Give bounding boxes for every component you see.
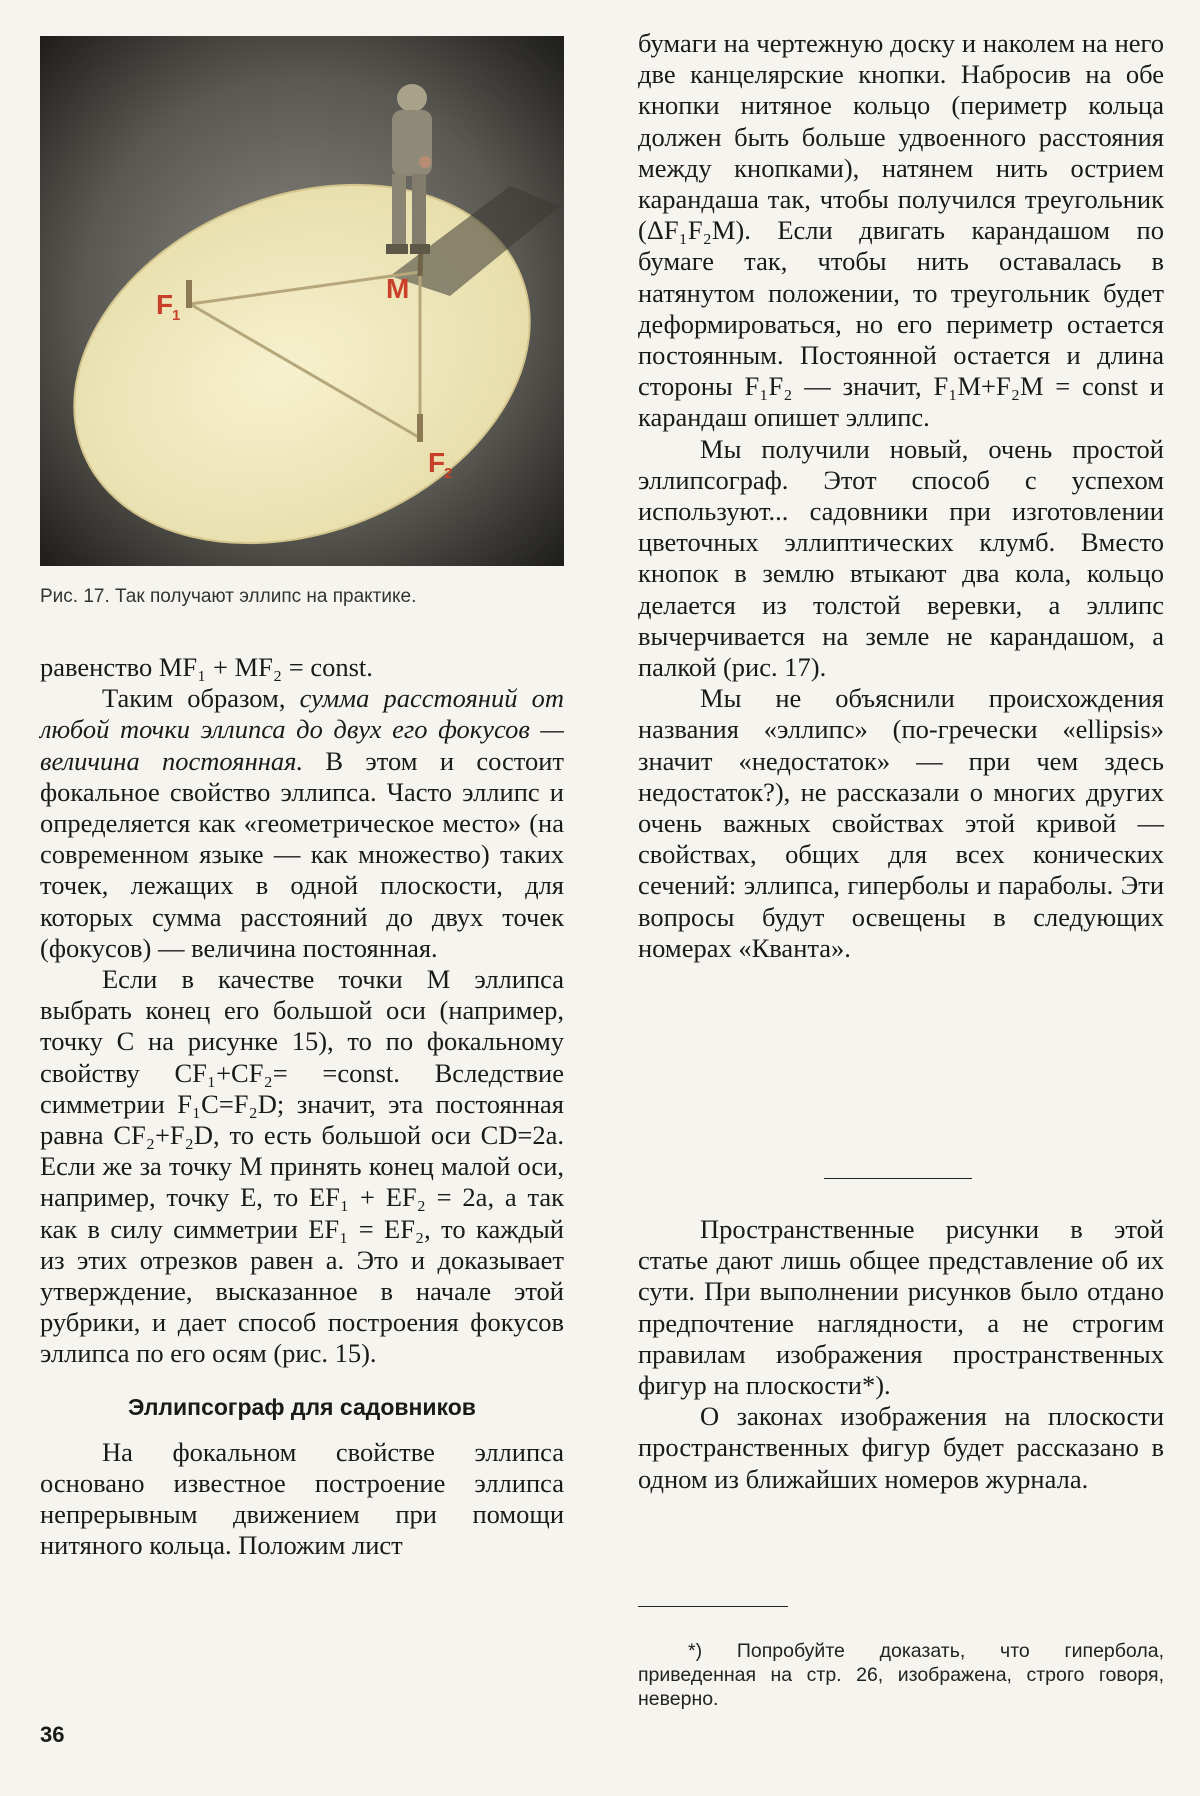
paragraph: Если в качестве точки M эллипса выбрать конец его большой оси (например, точку C на рисунке 15), то по фокальному свойству CF₁+CF₂= =const. Вследствие симметрии F₁C=F₂D; значит, эта постоянная равна CF₂+F₂D, то есть большой оси CD=2a. Если же за точку M принять конец малой оси, например, точку E, то EF₁ + EF₂ = 2a, а так как в силу симметрии EF₁ = EF₂, то каждый из этих отрезков равен a. Это и доказывает утверждение, высказанное в начале этой рубрики, и дает способ построения фокусов эллипса по его осям (рис. 15). [40, 964, 564, 1369]
footnote-divider [638, 1606, 788, 1607]
figure-illustration [40, 36, 564, 566]
paragraph: бумаги на чертежную доску и наколем на него две канцелярские кнопки. Набросив на обе кнопки нитяное кольцо (периметр кольца должен быть больше удвоенного расстояния между кнопками), натянем нить острием карандаша так, чтобы получился треугольник (ΔF₁F₂M). Если двигать карандашом по бумаге так, чтобы нить оставалась в натянутом положении, то треугольник будет деформироваться, но его периметр остается постоянным. Постоянной остается и длина стороны F₁F₂ — значит, F₁M+F₂M = const и карандаш опишет эллипс. [638, 28, 1164, 433]
figure-17 [40, 36, 564, 566]
paragraph: Мы не объяснили происхождения названия «эллипс» (по-гречески «ellipsis» значит «недостаток» — при чем здесь недостаток?), не рассказали о многих других очень важных свойствах этой кривой — свойствах, общих для всех конических сечений: эллипса, гиперболы и параболы. Эти вопросы будут освещены в следующих номерах «Кванта». [638, 683, 1164, 963]
label-f1: F [156, 289, 174, 320]
svg-text:1: 1 [172, 307, 181, 324]
paragraph: Таким образом, сумма расстояний от любой точки эллипса до двух его фокусов — величина постоянная. В этом и состоит фокальное свойство эллипса. Часто эллипс и определяется как «геометрическое место» (на современном языке — как множество) таких точек, лежащих в одной плоскости, для которых сумма расстояний до двух точек (фокусов) — величина постоянная. [40, 683, 565, 963]
section-heading: Эллипсограф для садовников [128, 1393, 476, 1420]
section-divider [824, 1178, 972, 1179]
stake-f2 [417, 414, 423, 442]
right-text [638, 28, 1164, 964]
author-note [638, 1214, 1164, 1495]
page-number: 36 [40, 1722, 65, 1747]
paragraph: О законах изображения на плоскости пространственных фигур будет рассказано в одном из ближайших номеров журнала. [638, 1401, 1164, 1494]
right-column [638, 28, 1164, 1710]
paragraph: Мы получили новый, очень простой эллипсограф. Этот способ с успехом используют... садовники при изготовлении цветочных эллиптических клумб. Вместо кнопок в землю втыкают два кола, кольцо делается из толстой веревки, а эллипс вычерчивается на земле не карандашом, а палкой (рис. 17). [638, 433, 1164, 683]
italic-definition: сумма расстояний от любой точки эллипса до двух его фокусов — величина постоянная. [40, 683, 564, 776]
label-m: M [386, 273, 410, 304]
paragraph: равенство MF₁ + MF₂ = const. [40, 652, 373, 682]
figure-caption: Рис. 17. Так получают эллипс на практике. [40, 586, 417, 607]
left-text [40, 652, 564, 1562]
stake-f1 [186, 280, 192, 308]
footnote: *) Попробуйте доказать, что гипербола, приведенная на стр. 26, изображена, строго говоря, неверно. [638, 1640, 1164, 1710]
paragraph: На фокальном свойстве эллипса основано известное построение эллипса непрерывным движением при помощи нитяного кольца. Положим лист [40, 1436, 564, 1561]
svg-text:2: 2 [444, 465, 453, 482]
paragraph: Пространственные рисунки в этой статье дают лишь общее представление об их сути. При выполнении рисунков было отдано предпочтение наглядности, а не строгим правилам изображения пространственных фигур на плоскости*). [638, 1214, 1164, 1401]
label-f2: F [428, 447, 446, 478]
